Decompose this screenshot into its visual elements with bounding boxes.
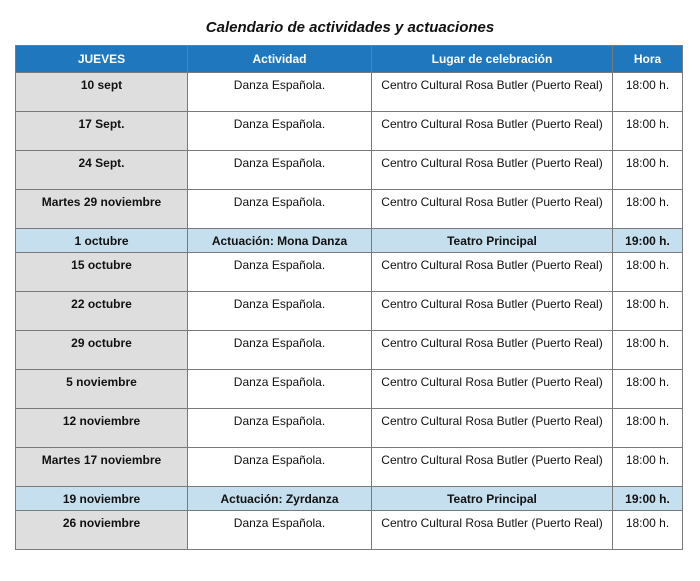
time-cell: 18:00 h.	[613, 370, 683, 409]
header-lugar: Lugar de celebración	[372, 46, 613, 73]
place-cell: Centro Cultural Rosa Butler (Puerto Real)	[372, 511, 613, 550]
activity-cell: Danza Española.	[188, 511, 372, 550]
activity-cell: Actuación: Mona Danza	[188, 229, 372, 253]
table-row	[16, 370, 683, 409]
date-cell: 12 noviembre	[16, 409, 188, 448]
activity-cell: Actuación: Zyrdanza	[188, 487, 372, 511]
performance-row	[16, 487, 683, 511]
table-row	[16, 409, 683, 448]
date-cell: 29 octubre	[16, 331, 188, 370]
header-row	[16, 46, 683, 73]
place-cell: Teatro Principal	[372, 229, 613, 253]
table-row	[16, 112, 683, 151]
table-row	[16, 253, 683, 292]
time-cell: 18:00 h.	[613, 151, 683, 190]
place-cell: Centro Cultural Rosa Butler (Puerto Real)	[372, 73, 613, 112]
date-cell: 26 noviembre	[16, 511, 188, 550]
activity-cell: Danza Española.	[188, 253, 372, 292]
date-cell: 1 octubre	[16, 229, 188, 253]
date-cell: 17 Sept.	[16, 112, 188, 151]
date-cell: 5 noviembre	[16, 370, 188, 409]
schedule-table	[15, 45, 683, 550]
table-row	[16, 151, 683, 190]
date-cell: 22 octubre	[16, 292, 188, 331]
date-cell: Martes 29 noviembre	[16, 190, 188, 229]
place-cell: Centro Cultural Rosa Butler (Puerto Real)	[372, 370, 613, 409]
place-cell: Centro Cultural Rosa Butler (Puerto Real)	[372, 112, 613, 151]
activity-cell: Danza Española.	[188, 448, 372, 487]
table-row	[16, 190, 683, 229]
place-cell: Centro Cultural Rosa Butler (Puerto Real)	[372, 448, 613, 487]
place-cell: Centro Cultural Rosa Butler (Puerto Real)	[372, 409, 613, 448]
place-cell: Centro Cultural Rosa Butler (Puerto Real)	[372, 190, 613, 229]
time-cell: 19:00 h.	[613, 487, 683, 511]
place-cell: Centro Cultural Rosa Butler (Puerto Real)	[372, 292, 613, 331]
time-cell: 18:00 h.	[613, 409, 683, 448]
activity-cell: Danza Española.	[188, 112, 372, 151]
time-cell: 18:00 h.	[613, 253, 683, 292]
time-cell: 19:00 h.	[613, 229, 683, 253]
header-jueves: JUEVES	[16, 46, 188, 73]
activity-cell: Danza Española.	[188, 370, 372, 409]
header-actividad: Actividad	[188, 46, 372, 73]
time-cell: 18:00 h.	[613, 112, 683, 151]
time-cell: 18:00 h.	[613, 331, 683, 370]
date-cell: Martes 17 noviembre	[16, 448, 188, 487]
time-cell: 18:00 h.	[613, 511, 683, 550]
date-cell: 24 Sept.	[16, 151, 188, 190]
header-hora: Hora	[613, 46, 683, 73]
activity-cell: Danza Española.	[188, 292, 372, 331]
date-cell: 10 sept	[16, 73, 188, 112]
activity-cell: Danza Española.	[188, 151, 372, 190]
document-title: Calendario de actividades y actuaciones	[205, 19, 495, 36]
place-cell: Centro Cultural Rosa Butler (Puerto Real)	[372, 151, 613, 190]
table-row	[16, 292, 683, 331]
date-cell: 15 octubre	[16, 253, 188, 292]
activity-cell: Danza Española.	[188, 331, 372, 370]
time-cell: 18:00 h.	[613, 73, 683, 112]
place-cell: Teatro Principal	[372, 487, 613, 511]
time-cell: 18:00 h.	[613, 190, 683, 229]
performance-row	[16, 229, 683, 253]
time-cell: 18:00 h.	[613, 448, 683, 487]
table-row	[16, 331, 683, 370]
place-cell: Centro Cultural Rosa Butler (Puerto Real)	[372, 253, 613, 292]
activity-cell: Danza Española.	[188, 409, 372, 448]
date-cell: 19 noviembre	[16, 487, 188, 511]
time-cell: 18:00 h.	[613, 292, 683, 331]
activity-cell: Danza Española.	[188, 73, 372, 112]
table-row	[16, 73, 683, 112]
table-row	[16, 448, 683, 487]
table-row	[16, 511, 683, 550]
activity-cell: Danza Española.	[188, 190, 372, 229]
place-cell: Centro Cultural Rosa Butler (Puerto Real)	[372, 331, 613, 370]
